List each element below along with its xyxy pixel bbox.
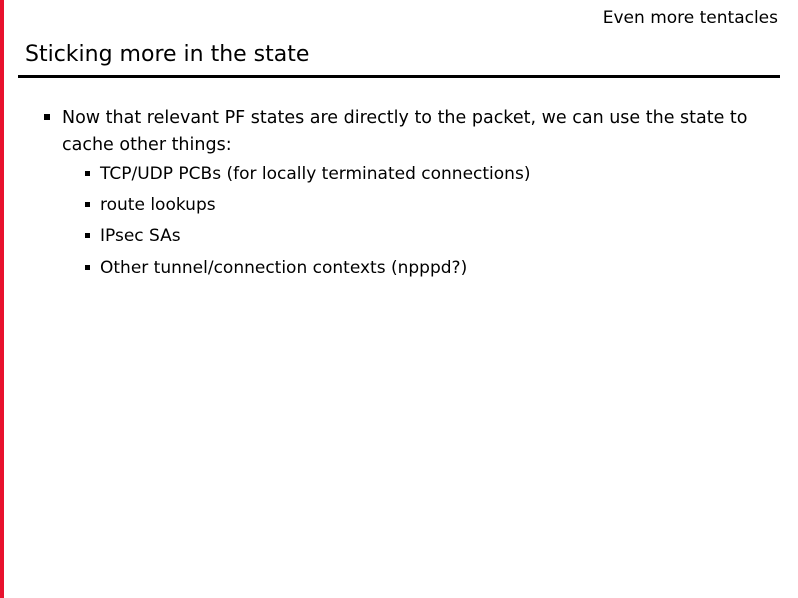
list-item	[84, 162, 772, 186]
title-divider	[18, 75, 780, 78]
left-accent-bar	[0, 0, 4, 598]
square-bullet-icon	[85, 202, 90, 207]
bullet-text: route lookups	[100, 195, 216, 216]
list-item	[42, 105, 772, 280]
square-bullet-icon	[44, 114, 50, 120]
list-item	[84, 224, 772, 248]
square-bullet-icon	[85, 171, 90, 176]
slide-content	[42, 105, 772, 287]
bullet-text: Now that relevant PF states are directly to the packet, we can use the state to cache other things:	[62, 108, 748, 155]
bullet-text: TCP/UDP PCBs (for locally terminated connections)	[100, 164, 531, 185]
bullet-list-level2	[62, 162, 772, 280]
square-bullet-icon	[85, 233, 90, 238]
bullet-text: Other tunnel/connection contexts (npppd?)	[100, 257, 468, 278]
list-item	[84, 193, 772, 217]
square-bullet-icon	[85, 265, 90, 270]
list-item	[84, 256, 772, 280]
slide-header-note: Even more tentacles	[602, 8, 778, 28]
page-title: Sticking more in the state	[25, 42, 310, 67]
bullet-list-level1	[42, 105, 772, 280]
bullet-text: IPsec SAs	[100, 226, 181, 247]
